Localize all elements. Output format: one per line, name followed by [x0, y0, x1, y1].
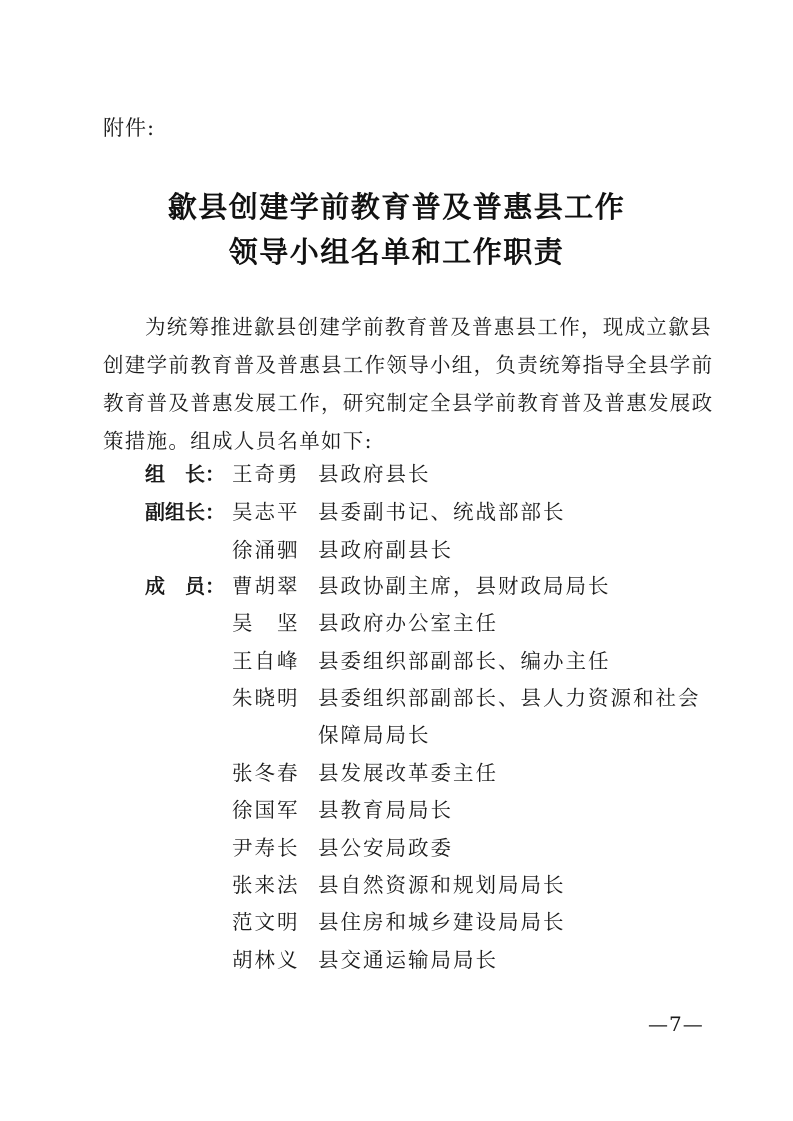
intro-line-2: 创建学前教育普及普惠县工作领导小组，负责统筹指导全县学前	[103, 353, 714, 377]
member-role: 副组长：	[145, 500, 225, 524]
member-duty: 县发展改革委主任	[318, 761, 498, 785]
member-duty: 县委组织部副部长、编办主任	[318, 649, 611, 673]
member-name: 王奇勇	[232, 462, 300, 486]
member-name: 徐国军	[232, 798, 300, 822]
member-duty: 保障局局长	[318, 723, 431, 747]
member-name: 王自峰	[232, 649, 300, 673]
member-name: 胡林义	[232, 948, 300, 972]
member-name: 吴志平	[232, 500, 300, 524]
document-title-line-1: 歙县创建学前教育普及普惠县工作	[167, 190, 626, 224]
member-duty: 县自然资源和规划局局长	[318, 873, 566, 897]
member-name: 曹胡翠	[232, 574, 300, 598]
document-title-line-2: 领导小组名单和工作职责	[228, 235, 565, 269]
member-duty: 县政府县长	[318, 462, 431, 486]
intro-line-3: 教育普及普惠发展工作，研究制定全县学前教育普及普惠发展政	[103, 391, 714, 415]
attachment-label: 附件:	[103, 116, 156, 140]
member-duty: 县住房和城乡建设局局长	[318, 910, 566, 934]
member-duty: 县交通运输局局长	[318, 948, 498, 972]
member-duty: 县公安局政委	[318, 836, 453, 860]
member-name: 张来法	[232, 873, 300, 897]
intro-line-4: 策措施。组成人员名单如下:	[103, 429, 373, 453]
member-duty: 县委组织部副部长、县人力资源和社会	[318, 686, 701, 710]
member-role: 组 长：	[145, 462, 225, 486]
member-role: 成 员：	[145, 574, 225, 598]
member-name: 吴 坚	[232, 611, 300, 635]
member-name: 朱晓明	[232, 686, 300, 710]
member-duty: 县政协副主席，县财政局局长	[318, 574, 611, 598]
member-name: 张冬春	[232, 761, 300, 785]
member-duty: 县政府办公室主任	[318, 611, 498, 635]
member-name: 范文明	[232, 910, 300, 934]
member-name: 徐涌驷	[232, 538, 300, 562]
member-duty: 县政府副县长	[318, 538, 453, 562]
page-number: —7—	[648, 1012, 704, 1036]
member-name: 尹寿长	[232, 836, 300, 860]
member-duty: 县教育局局长	[318, 798, 453, 822]
intro-line-1: 为统筹推进歙县创建学前教育普及普惠县工作，现成立歙县	[145, 315, 712, 339]
member-duty: 县委副书记、统战部部长	[318, 500, 566, 524]
